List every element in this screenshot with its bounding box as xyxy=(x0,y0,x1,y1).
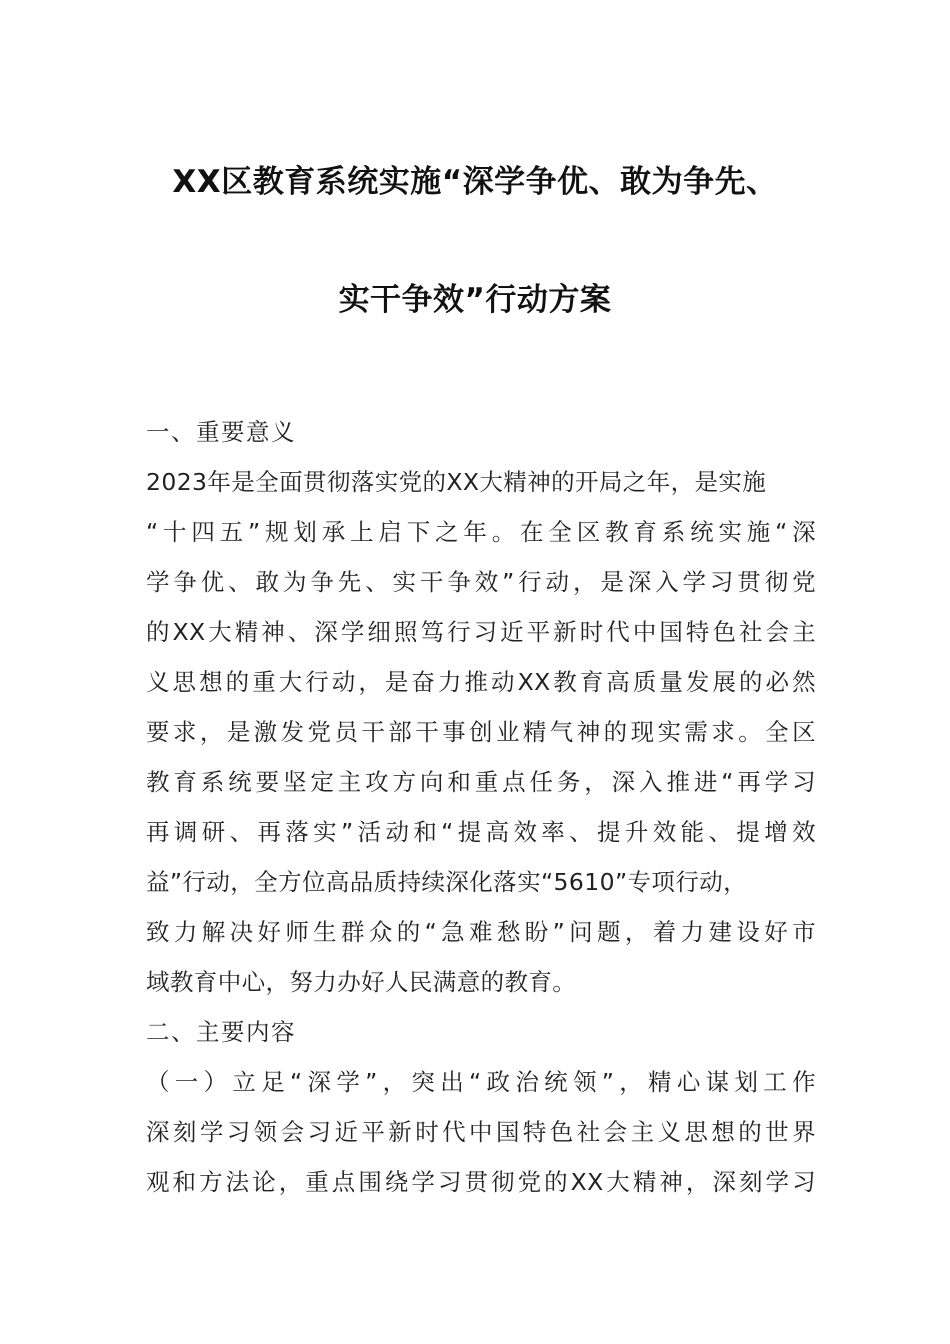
paragraph-line: 要求，是激发党员干部干事创业精气神的现实需求。全区 xyxy=(146,718,816,746)
section-1-heading: 一、重要意义 xyxy=(146,418,296,446)
paragraph-line: 观和方法论，重点围绕学习贯彻党的XX大精神，深刻学习 xyxy=(146,1168,816,1196)
paragraph-line: 义思想的重大行动，是奋力推动XX教育高质量发展的必然 xyxy=(146,668,816,696)
paragraph-line: 域教育中心，努力办好人民满意的教育。 xyxy=(146,968,577,996)
paragraph-line: “十四五”规划承上启下之年。在全区教育系统实施“深 xyxy=(146,518,816,546)
section-2-heading: 二、主要内容 xyxy=(146,1018,296,1046)
section-2-subheading: （一）立足“深学”，突出“政治统领”，精心谋划工作 xyxy=(146,1068,816,1096)
paragraph-line: 再调研、再落实”活动和“提高效率、提升效能、提增效 xyxy=(146,818,816,846)
paragraph-line: 的XX大精神、深学细照笃行习近平新时代中国特色社会主 xyxy=(146,618,816,646)
paragraph-line: 致力解决好师生群众的“急难愁盼”问题，着力建设好市 xyxy=(146,918,816,946)
paragraph-line: 益”行动，全方位高品质持续深化落实“5610”专项行动， xyxy=(146,868,748,896)
paragraph-line: 2023年是全面贯彻落实党的XX大精神的开局之年，是实施 xyxy=(146,468,767,496)
paragraph-line: 教育系统要坚定主攻方向和重点任务，深入推进“再学习 xyxy=(146,768,816,796)
paragraph-line: 学争优、敢为争先、实干争效”行动，是深入学习贯彻党 xyxy=(146,568,816,596)
document-title-line-2: 实干争效”行动方案 xyxy=(338,282,612,318)
paragraph-line: 深刻学习领会习近平新时代中国特色社会主义思想的世界 xyxy=(146,1118,816,1146)
document-title-line-1: XX区教育系统实施“深学争优、敢为争先、 xyxy=(172,164,778,200)
document-body xyxy=(146,413,816,1213)
